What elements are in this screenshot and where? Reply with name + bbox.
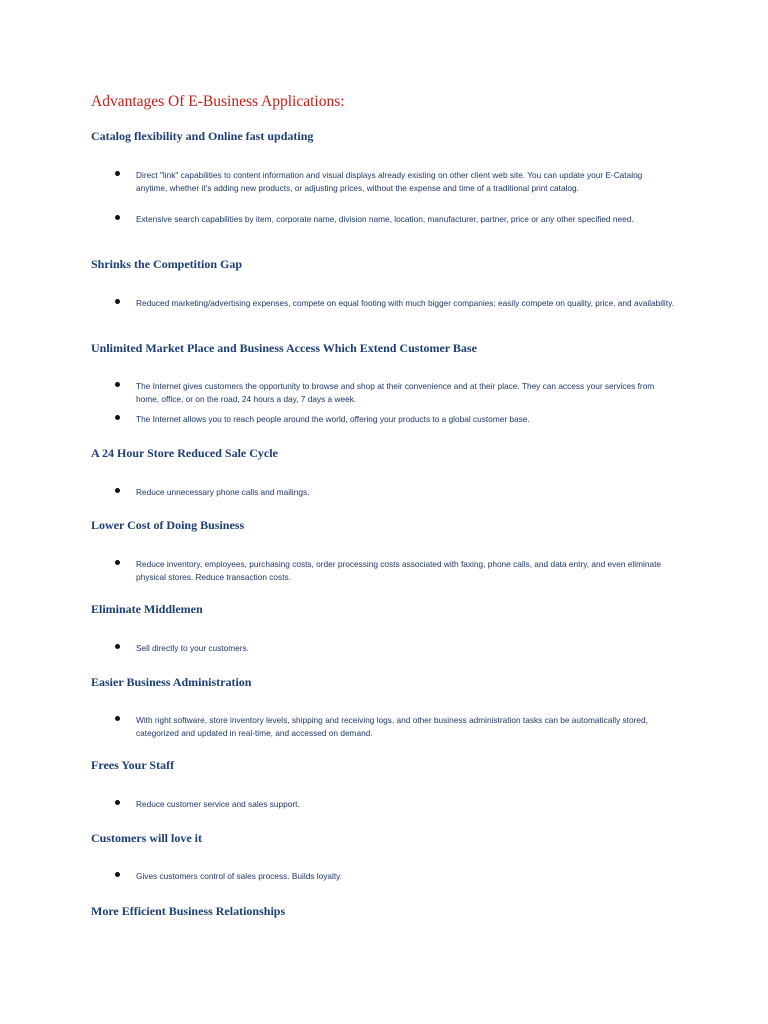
- list-item: [115, 413, 675, 426]
- section-heading-customers-love-it: Customers will love it: [91, 831, 202, 845]
- list-item-text: With right software, store inventory levels, shipping and receiving logs, and other business administration tasks can be automatically stored, categorized and updated in real-time, and accessed on demand.: [136, 715, 648, 738]
- list-item-text: Direct "link" capabilities to content information and visual displays already existing on other client web site. You can update your E-Catalog anytime, whether it's adding new products, or adjusting prices, without the expense and time of a traditional print catalog.: [136, 170, 643, 193]
- section-heading-unlimited-market: Unlimited Market Place and Business Access Which Extend Customer Base: [91, 341, 477, 355]
- section-heading-eliminate-middlemen: Eliminate Middlemen: [91, 602, 203, 616]
- section-heading-frees-staff: Frees Your Staff: [91, 758, 175, 772]
- list-item: [115, 714, 675, 739]
- list-item: [115, 380, 675, 405]
- section-heading-24-hour-store: A 24 Hour Store Reduced Sale Cycle: [91, 446, 278, 460]
- list-item-text: Extensive search capabilities by item, corporate name, division name, location, manufacturer, partner, price or any other specified need.: [136, 214, 634, 224]
- section-heading-lower-cost: Lower Cost of Doing Business: [91, 518, 245, 532]
- list-item-text: The Internet allows you to reach people around the world, offering your products to a global customer base.: [136, 414, 530, 424]
- list-item: [115, 213, 675, 226]
- list-item-text: Sell directly to your customers.: [136, 643, 249, 653]
- page-title: Advantages Of E-Business Applications:: [91, 93, 345, 110]
- list-item-text: The Internet gives customers the opportunity to browse and shop at their convenience and at their place. They can access your services from home, office, or on the road, 24 hours a day, 7 days a week.: [136, 381, 655, 404]
- list-item: [115, 558, 675, 583]
- section-heading-competition-gap: Shrinks the Competition Gap: [91, 257, 243, 271]
- list-item-text: Reduce inventory, employees, purchasing costs, order processing costs associated with faxing, phone calls, and data entry, and even eliminate physical stores. Reduce transaction costs.: [136, 559, 661, 582]
- list-item: [115, 169, 675, 194]
- bullet-icon: [115, 560, 120, 565]
- bullet-icon: [115, 215, 120, 220]
- bullet-icon: [115, 171, 120, 176]
- bullet-icon: [115, 382, 120, 387]
- bullet-icon: [115, 415, 120, 420]
- list-item-text: Gives customers control of sales process. Builds loyalty.: [136, 871, 342, 881]
- list-item: [115, 642, 675, 655]
- bullet-icon: [115, 800, 120, 805]
- list-item: [115, 798, 675, 811]
- bullet-icon: [115, 872, 120, 877]
- list-item-text: Reduce customer service and sales support.: [136, 799, 300, 809]
- section-heading-business-relationships: More Efficient Business Relationships: [91, 904, 286, 918]
- list-item: [115, 870, 675, 883]
- section-heading-catalog-flexibility: Catalog flexibility and Online fast updating: [91, 129, 314, 143]
- bullet-icon: [115, 644, 120, 649]
- section-heading-easier-administration: Easier Business Administration: [91, 675, 252, 689]
- list-item: [115, 486, 675, 499]
- bullet-icon: [115, 716, 120, 721]
- list-item-text: Reduce unnecessary phone calls and mailings.: [136, 487, 310, 497]
- bullet-icon: [115, 299, 120, 304]
- list-item-text: Reduced marketing/advertising expenses, compete on equal footing with much bigger companies; easily compete on quality, price, and availability.: [136, 298, 674, 308]
- bullet-icon: [115, 488, 120, 493]
- list-item: [115, 297, 675, 310]
